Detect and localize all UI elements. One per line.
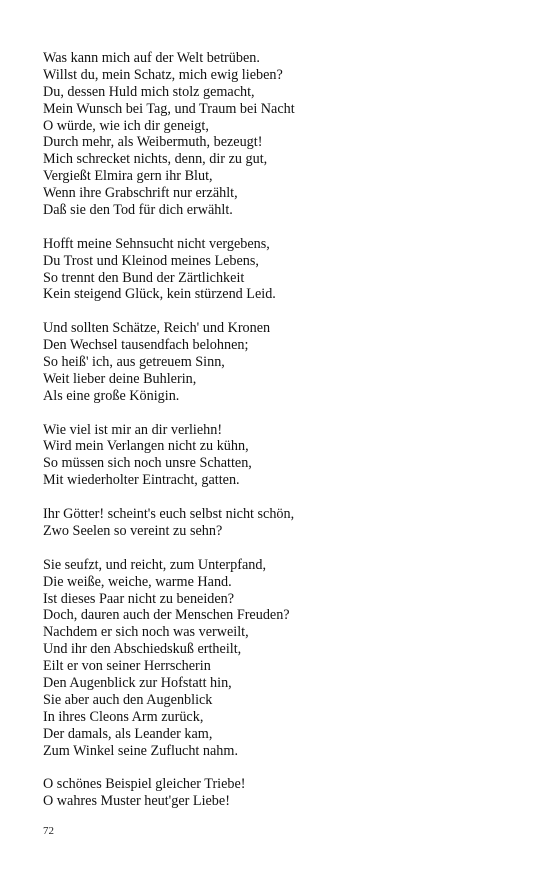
- stanza: [43, 422, 523, 490]
- poem-line: Willst du, mein Schatz, mich ewig lieben?: [43, 66, 283, 83]
- poem-line: O wahres Muster heut'ger Liebe!: [43, 793, 230, 810]
- stanza: [43, 776, 523, 810]
- stanza: [43, 50, 523, 219]
- poem-line: Hofft meine Sehnsucht nicht vergebens,: [43, 235, 270, 252]
- poem-line: Nachdem er sich noch was verweilt,: [43, 624, 249, 641]
- poem-line: Der damals, als Leander kam,: [43, 725, 213, 742]
- poem-line: Ihr Götter! scheint's euch selbst nicht schön,: [43, 506, 295, 523]
- stanza: [43, 557, 523, 760]
- poem-line: Zwo Seelen so vereint zu sehn?: [43, 522, 223, 539]
- poem-line: Wie viel ist mir an dir verliehn!: [43, 421, 223, 438]
- poem-line: Wenn ihre Grabschrift nur erzählt,: [43, 185, 238, 202]
- poem-line: Vergießt Elmira gern ihr Blut,: [43, 168, 213, 185]
- poem-line: Weit lieber deine Buhlerin,: [43, 370, 197, 387]
- poem-line: Was kann mich auf der Welt betrüben.: [43, 50, 260, 66]
- poem-page: [43, 50, 523, 827]
- poem-line: Wird mein Verlangen nicht zu kühn,: [43, 438, 249, 455]
- stanza: [43, 236, 523, 304]
- poem-line: Durch mehr, als Weibermuth, bezeugt!: [43, 134, 263, 151]
- poem-line: Und sollten Schätze, Reich' und Kronen: [43, 320, 271, 337]
- poem-line: Du, dessen Huld mich stolz gemacht,: [43, 83, 255, 100]
- poem-line: Mit wiederholter Eintracht, gatten.: [43, 472, 240, 489]
- poem-line: In ihres Cleons Arm zurück,: [43, 708, 204, 725]
- poem-line: Doch, dauren auch der Menschen Freuden?: [43, 607, 290, 624]
- poem-line: Und ihr den Abschiedskuß ertheilt,: [43, 641, 242, 658]
- poem-line: O schönes Beispiel gleicher Triebe!: [43, 776, 246, 793]
- stanza: [43, 506, 523, 540]
- poem-line: Zum Winkel seine Zuflucht nahm.: [43, 742, 238, 759]
- poem-line: Mein Wunsch bei Tag, und Traum bei Nacht: [43, 100, 295, 117]
- page-number: 72: [43, 825, 54, 837]
- poem-line: So heiß' ich, aus getreuem Sinn,: [43, 354, 225, 371]
- poem-line: O würde, wie ich dir geneigt,: [43, 117, 209, 134]
- poem-line: So müssen sich noch unsre Schatten,: [43, 455, 252, 472]
- poem-line: Den Wechsel tausendfach belohnen;: [43, 337, 249, 354]
- poem-line: Eilt er von seiner Herrscherin: [43, 658, 211, 675]
- poem-line: Mich schrecket nichts, denn, dir zu gut,: [43, 151, 268, 168]
- poem-line: Ist dieses Paar nicht zu beneiden?: [43, 590, 235, 607]
- poem-line: So trennt den Bund der Zärtlichkeit: [43, 269, 245, 286]
- poem-line: Den Augenblick zur Hofstatt hin,: [43, 674, 232, 691]
- poem-line: Als eine große Königin.: [43, 387, 180, 404]
- poem-line: Die weiße, weiche, warme Hand.: [43, 573, 232, 590]
- poem-line: Daß sie den Tod für dich erwählt.: [43, 202, 233, 219]
- stanza: [43, 320, 523, 404]
- poem-line: Kein steigend Glück, kein stürzend Leid.: [43, 286, 276, 303]
- poem-line: Du Trost und Kleinod meines Lebens,: [43, 252, 259, 269]
- poem-line: Sie aber auch den Augenblick: [43, 691, 213, 708]
- poem-line: Sie seufzt, und reicht, zum Unterpfand,: [43, 556, 266, 573]
